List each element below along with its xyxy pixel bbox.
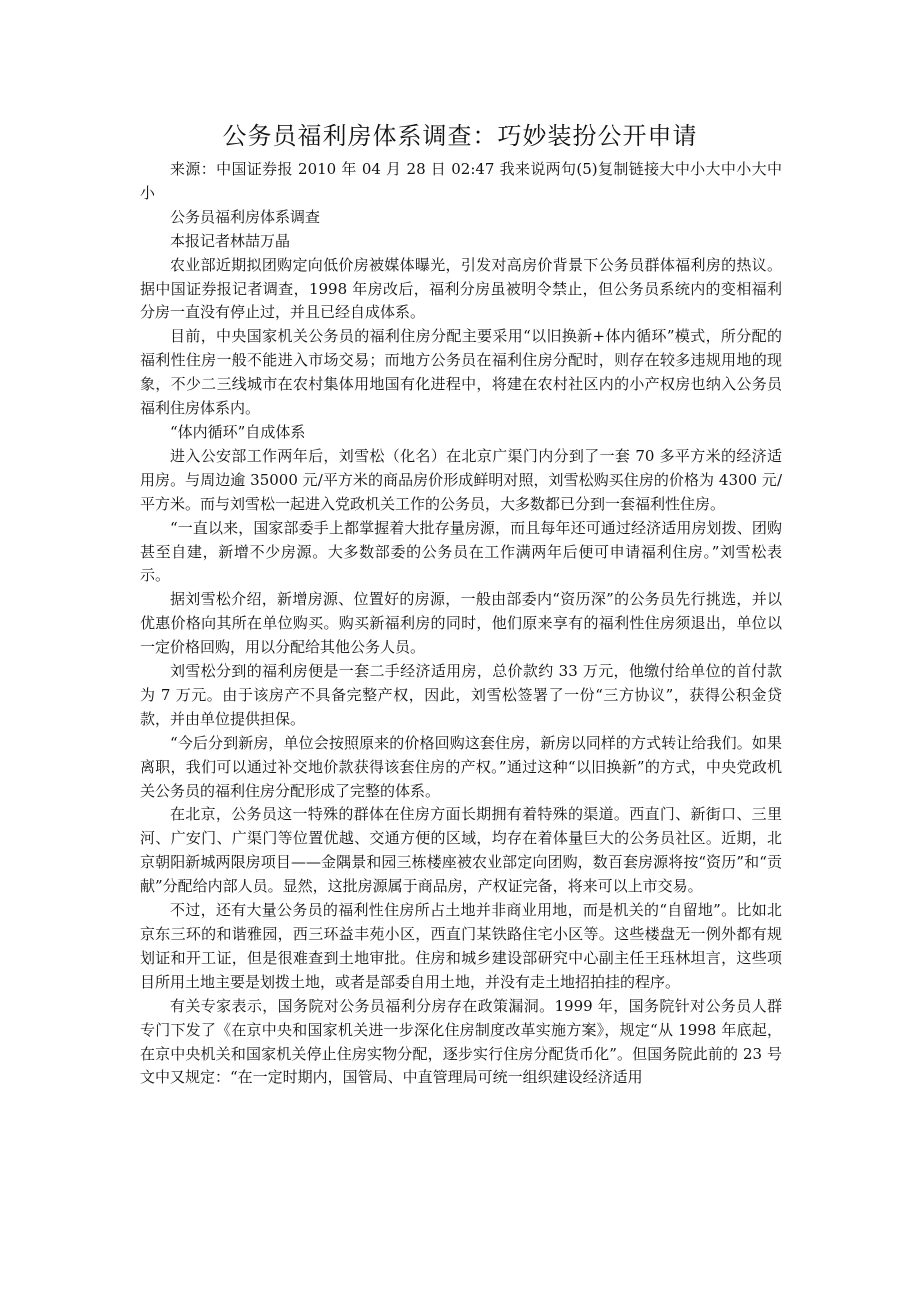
paragraph: 目前，中央国家机关公务员的福利住房分配主要采用“以旧换新+体内循环”模式，所分配的福利性住房一般不能进入市场交易；而地方公务员在福利住房分配时，则存在较多违规用地的现象，不少二三线城市在农村集体用地国有化进程中，将建在农村社区内的小产权房也纳入公务员福利住房体系内。 (140, 327, 782, 418)
paragraph: 公务员福利房体系调查 (170, 207, 321, 226)
paragraph: 农业部近期拟团购定向低价房被媒体曝光，引发对高房价背景下公务员群体福利房的热议。据中国证券报记者调查，1998 年房改后，福利分房虽被明令禁止，但公务员系统内的变相福利分房一直没有停止过，并且已经自成体系。 (140, 255, 782, 322)
paragraph: 在北京，公务员这一特殊的群体在住房方面长期拥有着特殊的渠道。西直门、新街口、三里河、广安门、广渠门等位置优越、交通方便的区域，均存在着体量巨大的公务员社区。近期，北京朝阳新城两限房项目——金隅景和园三栋楼座被农业部定向团购，数百套房源将按“资历”和“贡献”分配给内部人员。显然，这批房源属于商品房，产权证完备，将来可以上市交易。 (140, 805, 782, 896)
section-heading: “体内循环”自成体系 (170, 422, 306, 441)
paragraph: 刘雪松分到的福利房便是一套二手经济适用房，总价款约 33 万元，他缴付给单位的首付款为 7 万元。由于该房产不具备完整产权，因此，刘雪松签署了一份“三方协议”，获得公积金贷款，并由单位提供担保。 (140, 662, 782, 728)
paragraph: 进入公安部工作两年后，刘雪松（化名）在北京广渠门内分到了一套 70 多平方米的经济适用房。与周边逾 35000 元/平方米的商品房价形成鲜明对照，刘雪松购买住房的价格为 4300 元/平方米。而与刘雪松一起进入党政机关工作的公务员，大多数都已分到一套福利性住房。 (140, 446, 782, 513)
article-body (140, 158, 782, 1090)
paragraph: “今后分到新房，单位会按照原来的价格回购这套住房，新房以同样的方式转让给我们。如果离职，我们可以通过补交地价款获得该套住房的产权。”通过这种“以旧换新”的方式，中央党政机关公务员的福利住房分配形成了完整的体系。 (140, 733, 782, 800)
paragraph: 本报记者林喆万晶 (170, 231, 291, 250)
paragraph: 据刘雪松介绍，新增房源、位置好的房源，一般由部委内“资历深”的公务员先行挑选，并以优惠价格向其所在单位购买。购买新福利房的同时，他们原来享有的福利性住房须退出，单位以一定价格回购，用以分配给其他公务人员。 (140, 590, 782, 657)
paragraph: 不过，还有大量公务员的福利性住房所占土地并非商业用地，而是机关的“自留地”。比如北京东三环的和谐雅园，西三环益丰苑小区，西直门某铁路住宅小区等。这些楼盘无一例外都有规划证和开工证，但是很难查到土地审批。住房和城乡建设部研究中心副主任王珏林坦言，这些项目所用土地主要是划拨土地，或者是部委自用土地，并没有走土地招拍挂的程序。 (140, 901, 782, 991)
paragraph: 有关专家表示，国务院对公务员福利分房存在政策漏洞。1999 年，国务院针对公务员人群专门下发了《在京中央和国家机关进一步深化住房制度改革实施方案》，规定“从 1998 年底起，在京中央机关和国家机关停止住房实物分配，逐步实行住房分配货币化”。但国务院此前的 23 号文中又规定：“在一定时期内，国管局、中直管理局可统一组织建设经济适用 (140, 996, 782, 1087)
source-line: 来源：中国证券报 2010 年 04 月 28 日 02:47 我来说两句(5)复制链接大中小大中小大中小 (140, 160, 782, 202)
document-title: 公务员福利房体系调查：巧妙装扮公开申请 (222, 122, 698, 150)
paragraph: “一直以来，国家部委手上都掌握着大批存量房源，而且每年还可通过经济适用房划拨、团购甚至自建，新增不少房源。大多数部委的公务员在工作满两年后便可申请福利住房。”刘雪松表示。 (140, 518, 782, 585)
